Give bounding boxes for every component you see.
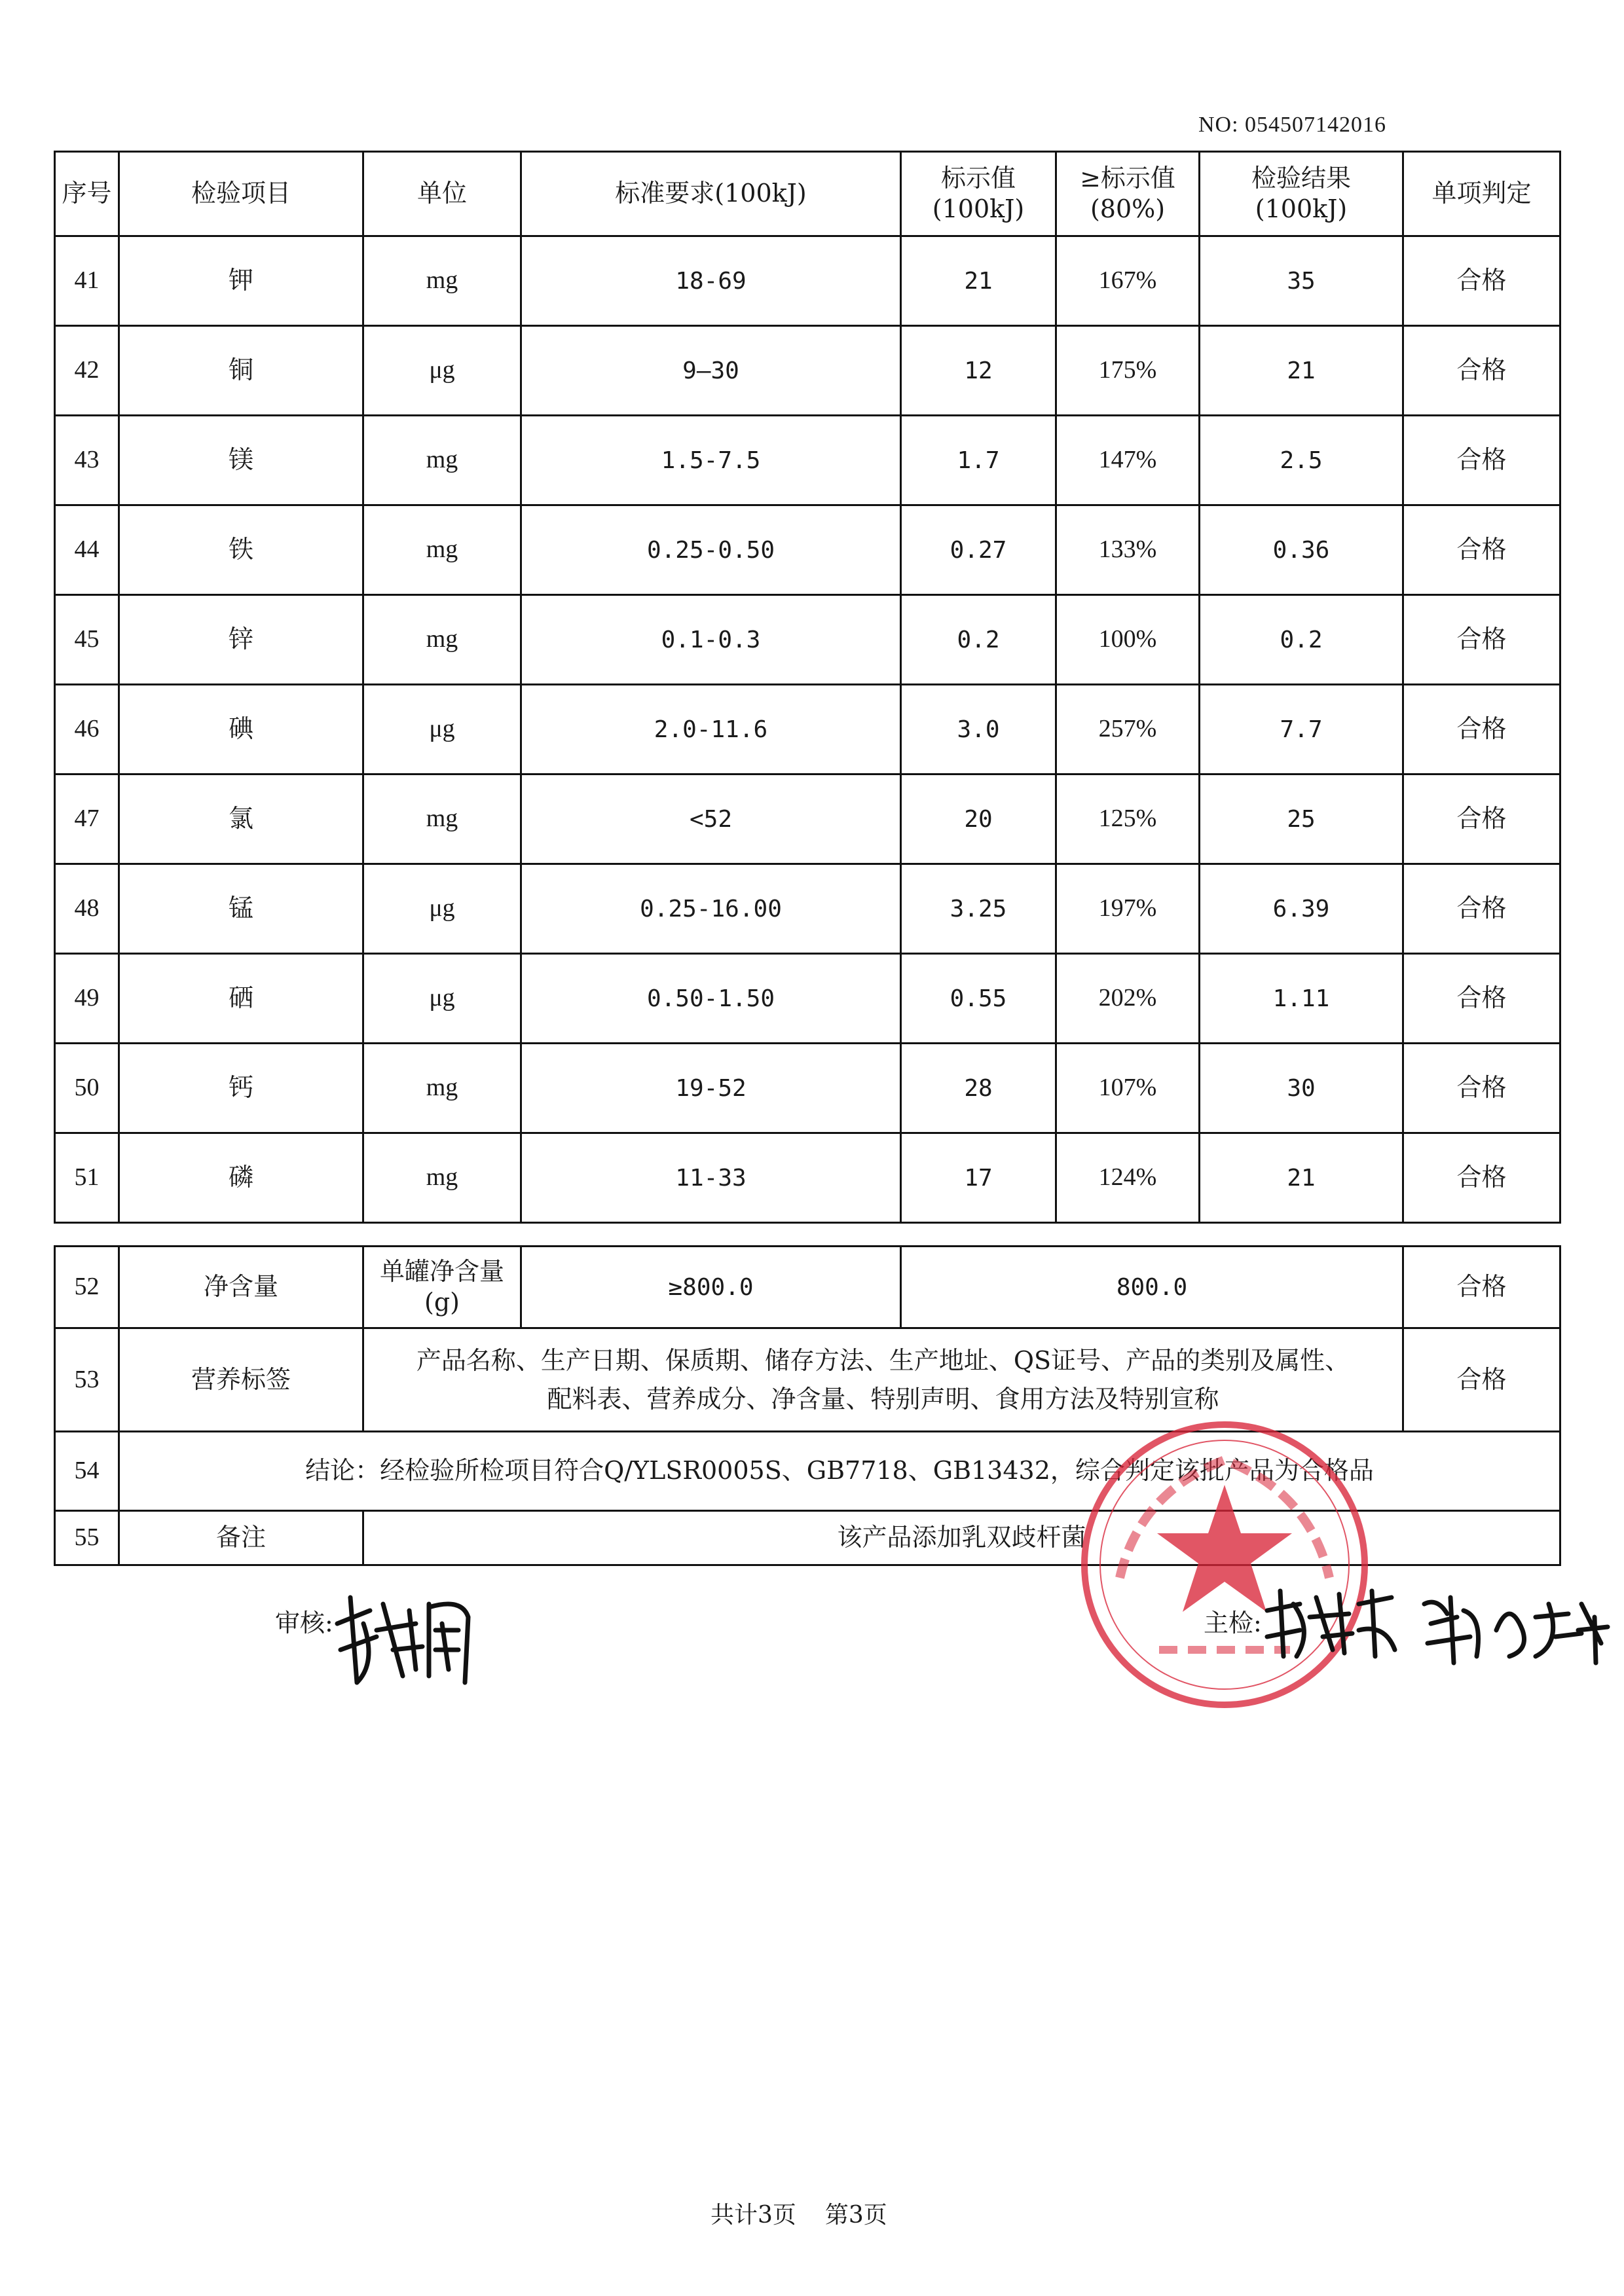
row-label-value: 12 xyxy=(901,326,1056,416)
row-label-value: 17 xyxy=(901,1133,1056,1223)
page-current: 第3页 xyxy=(824,2202,887,2229)
inspector-signature xyxy=(1261,1578,1614,1676)
inspection-table xyxy=(54,151,1561,1224)
row-judgement: 合格 xyxy=(1403,595,1560,685)
row-result: 21 xyxy=(1200,326,1403,416)
row-unit: mg xyxy=(363,595,521,685)
row-label-value: 1.7 xyxy=(901,416,1056,505)
row-label-value: 3.0 xyxy=(901,685,1056,774)
row-judgement: 合格 xyxy=(1403,416,1560,505)
row-seq: 55 xyxy=(55,1511,119,1565)
row-judgement: 合格 xyxy=(1403,326,1560,416)
row-standard: 0.1-0.3 xyxy=(521,595,901,685)
row-seq: 49 xyxy=(55,954,119,1044)
header-seq: 序号 xyxy=(55,152,119,236)
row-item: 营养标签 xyxy=(119,1328,363,1432)
row-item: 碘 xyxy=(119,685,363,774)
table-row xyxy=(55,1247,1560,1328)
row-ratio: 257% xyxy=(1056,685,1200,774)
row-ratio: 124% xyxy=(1056,1133,1200,1223)
row-label-value: 21 xyxy=(901,236,1056,326)
row-item: 硒 xyxy=(119,954,363,1044)
row-unit: mg xyxy=(363,1133,521,1223)
header-standard: 标准要求(100kJ) xyxy=(521,152,901,236)
row-label-value: 0.27 xyxy=(901,505,1056,595)
row-ratio: 202% xyxy=(1056,954,1200,1044)
row-unit: μg xyxy=(363,685,521,774)
row-seq: 46 xyxy=(55,685,119,774)
row-ratio: 107% xyxy=(1056,1044,1200,1133)
row-judgement: 合格 xyxy=(1403,505,1560,595)
row-item: 锰 xyxy=(119,864,363,954)
report-number: NO: 054507142016 xyxy=(1198,113,1387,137)
row-item: 磷 xyxy=(119,1133,363,1223)
row-judgement: 合格 xyxy=(1403,1247,1560,1328)
row-ratio: 133% xyxy=(1056,505,1200,595)
table-row xyxy=(55,595,1560,685)
table-row xyxy=(55,1044,1560,1133)
table-row xyxy=(55,864,1560,954)
row-seq: 48 xyxy=(55,864,119,954)
row-unit: μg xyxy=(363,326,521,416)
row-standard: 0.50-1.50 xyxy=(521,954,901,1044)
row-judgement: 合格 xyxy=(1403,236,1560,326)
row-standard: <52 xyxy=(521,774,901,864)
row-label-value: 20 xyxy=(901,774,1056,864)
row-standard: 0.25-0.50 xyxy=(521,505,901,595)
row-item: 净含量 xyxy=(119,1247,363,1328)
row-item: 钾 xyxy=(119,236,363,326)
reviewer-label: 审核: xyxy=(275,1609,333,1637)
row-standard: 18-69 xyxy=(521,236,901,326)
row-judgement: 合格 xyxy=(1403,685,1560,774)
remark-text: 该产品添加乳双歧杆菌 xyxy=(363,1511,1560,1565)
row-ratio: 147% xyxy=(1056,416,1200,505)
row-ratio: 125% xyxy=(1056,774,1200,864)
row-item: 钙 xyxy=(119,1044,363,1133)
row-result: 0.36 xyxy=(1200,505,1403,595)
row-item: 镁 xyxy=(119,416,363,505)
row-standard: ≥800.0 xyxy=(521,1247,901,1328)
row-seq: 52 xyxy=(55,1247,119,1328)
row-judgement: 合格 xyxy=(1403,1328,1560,1432)
row-standard: 19-52 xyxy=(521,1044,901,1133)
row-unit: mg xyxy=(363,505,521,595)
table-row xyxy=(55,1133,1560,1223)
row-result: 2.5 xyxy=(1200,416,1403,505)
row-result: 6.39 xyxy=(1200,864,1403,954)
row-result: 30 xyxy=(1200,1044,1403,1133)
row-seq: 45 xyxy=(55,595,119,685)
table-row xyxy=(55,685,1560,774)
header-label-value: 标示值 (100kJ) xyxy=(901,152,1056,236)
table-row xyxy=(55,505,1560,595)
row-result: 1.11 xyxy=(1200,954,1403,1044)
row-judgement: 合格 xyxy=(1403,864,1560,954)
row-seq: 44 xyxy=(55,505,119,595)
header-result: 检验结果 (100kJ) xyxy=(1200,152,1403,236)
row-result: 25 xyxy=(1200,774,1403,864)
row-unit: mg xyxy=(363,416,521,505)
page-footer xyxy=(710,2196,916,2230)
table-row xyxy=(55,326,1560,416)
row-seq: 54 xyxy=(55,1432,119,1511)
table-row xyxy=(55,774,1560,864)
row-ratio: 100% xyxy=(1056,595,1200,685)
table-row xyxy=(55,236,1560,326)
row-item: 铁 xyxy=(119,505,363,595)
row-ratio: 197% xyxy=(1056,864,1200,954)
row-item: 氯 xyxy=(119,774,363,864)
row-result: 21 xyxy=(1200,1133,1403,1223)
row-seq: 41 xyxy=(55,236,119,326)
inspector-label: 主检: xyxy=(1204,1609,1262,1637)
row-standard: 1.5-7.5 xyxy=(521,416,901,505)
row-unit: 单罐净含量 (g) xyxy=(363,1247,521,1328)
row-seq: 43 xyxy=(55,416,119,505)
header-ratio: ≥标示值 (80%) xyxy=(1056,152,1200,236)
row-seq: 42 xyxy=(55,326,119,416)
header-item: 检验项目 xyxy=(119,152,363,236)
row-unit: mg xyxy=(363,236,521,326)
row-judgement: 合格 xyxy=(1403,954,1560,1044)
row-judgement: 合格 xyxy=(1403,1133,1560,1223)
row-label-value: 0.2 xyxy=(901,595,1056,685)
row-seq: 51 xyxy=(55,1133,119,1223)
row-label-value: 0.55 xyxy=(901,954,1056,1044)
reviewer-signature xyxy=(331,1584,481,1689)
row-result: 7.7 xyxy=(1200,685,1403,774)
page-total: 共计3页 xyxy=(710,2202,796,2229)
row-seq: 50 xyxy=(55,1044,119,1133)
row-ratio: 167% xyxy=(1056,236,1200,326)
row-standard: 9—30 xyxy=(521,326,901,416)
row-unit: mg xyxy=(363,774,521,864)
row-judgement: 合格 xyxy=(1403,1044,1560,1133)
row-item: 锌 xyxy=(119,595,363,685)
row-standard: 11-33 xyxy=(521,1133,901,1223)
row-seq: 53 xyxy=(55,1328,119,1432)
row-result: 800.0 xyxy=(901,1247,1403,1328)
nutrition-label-content: 产品名称、生产日期、保质期、储存方法、生产地址、QS证号、产品的类别及属性、 配料表、营养成分、净含量、特别声明、食用方法及特别宣称 xyxy=(363,1328,1403,1432)
header-judgement: 单项判定 xyxy=(1403,152,1560,236)
row-label-value: 3.25 xyxy=(901,864,1056,954)
conclusion-text: 结论：经检验所检项目符合Q/YLSR0005S、GB7718、GB13432，综合判定该批产品为合格品 xyxy=(119,1432,1560,1511)
row-ratio: 175% xyxy=(1056,326,1200,416)
row-item: 铜 xyxy=(119,326,363,416)
row-result: 35 xyxy=(1200,236,1403,326)
row-unit: mg xyxy=(363,1044,521,1133)
row-standard: 0.25-16.00 xyxy=(521,864,901,954)
row-seq: 47 xyxy=(55,774,119,864)
row-standard: 2.0-11.6 xyxy=(521,685,901,774)
row-judgement: 合格 xyxy=(1403,774,1560,864)
row-unit: μg xyxy=(363,864,521,954)
table-row xyxy=(55,416,1560,505)
header-unit: 单位 xyxy=(363,152,521,236)
row-item: 备注 xyxy=(119,1511,363,1565)
row-label-value: 28 xyxy=(901,1044,1056,1133)
table-header-row xyxy=(55,152,1560,236)
table-row xyxy=(55,954,1560,1044)
row-result: 0.2 xyxy=(1200,595,1403,685)
row-unit: μg xyxy=(363,954,521,1044)
